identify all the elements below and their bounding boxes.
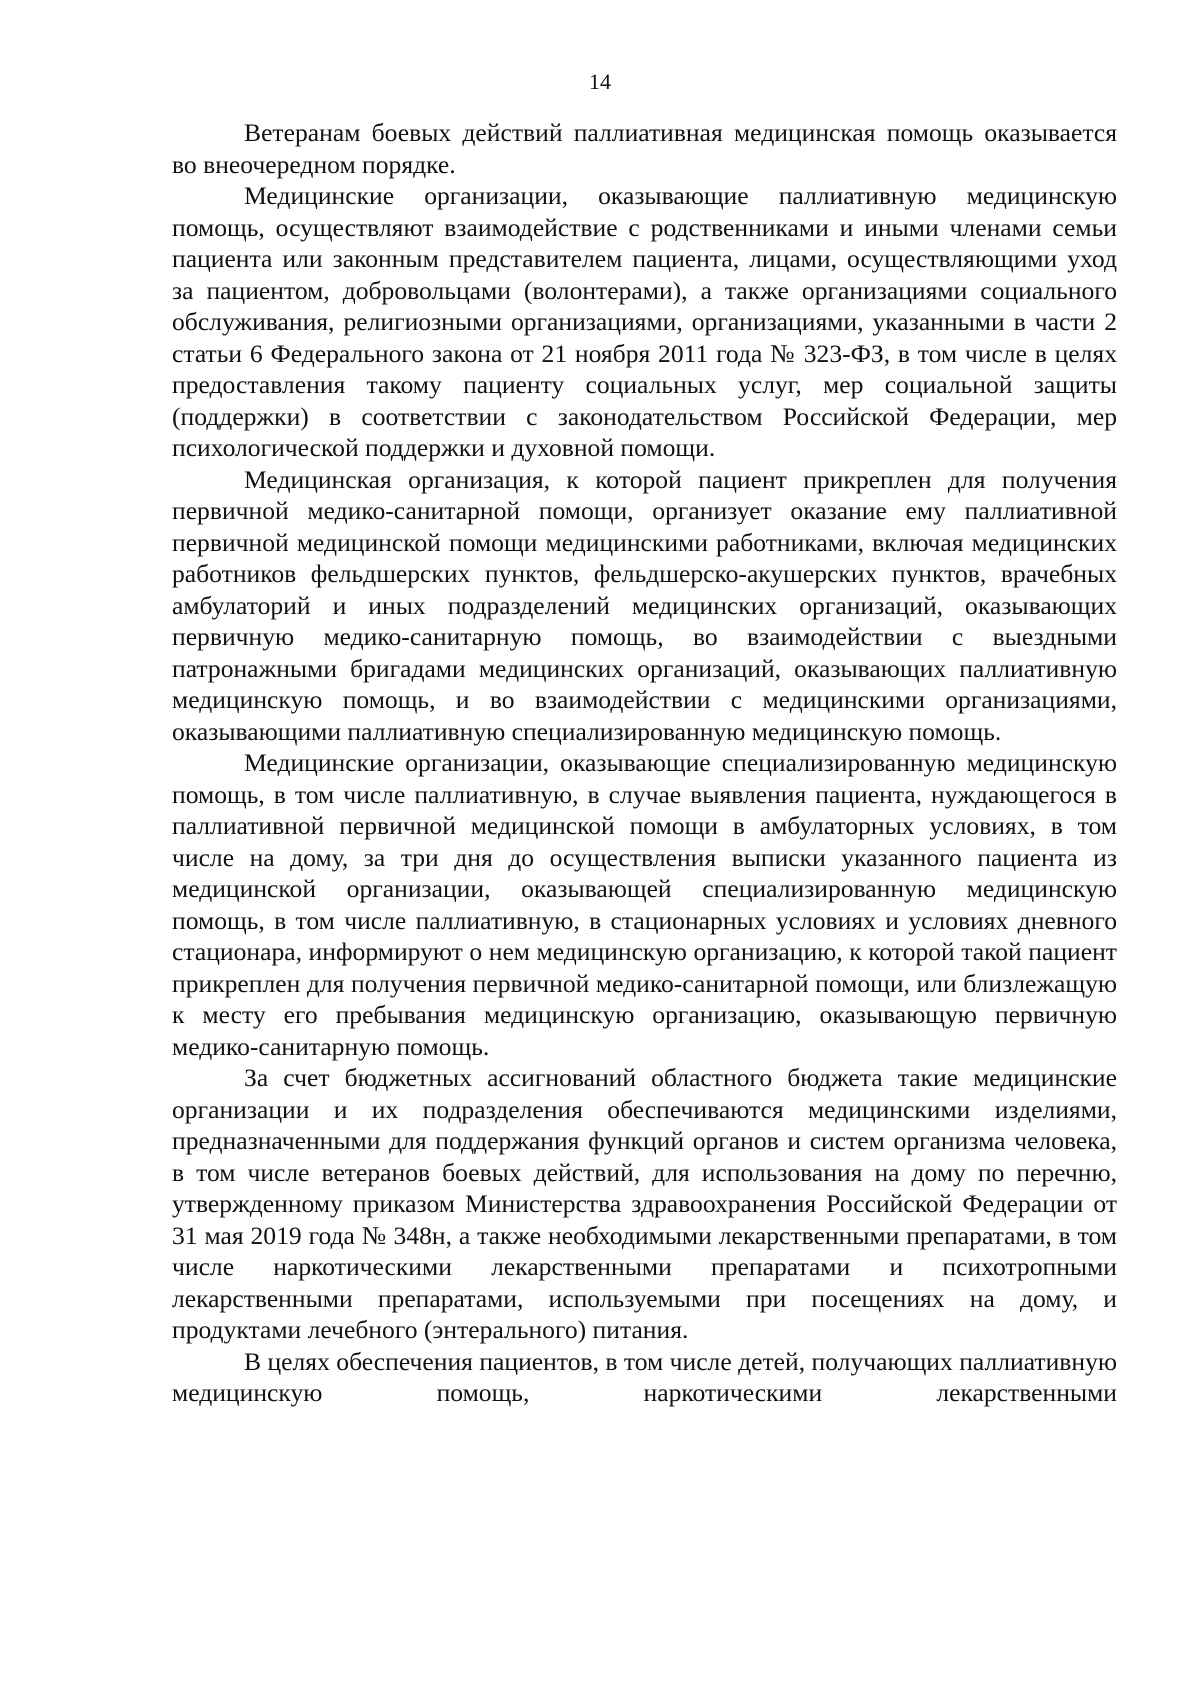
paragraph-veterans-priority: Ветеранам боевых действий паллиативная медицинская помощь оказывается во внеочередном порядке. [172, 118, 1117, 179]
paragraph-specialized-care-notification: Медицинские организации, оказывающие специализированную медицинскую помощь, в том числе паллиативную, в случае выявления пациента, нуждающегося в паллиативной первичной медицинской помощи в амбулаторных условиях, в том числе на дому, за три дня до осуществления выписки указанного пациента из медицинской организации, оказывающей специализированную медицинскую помощь, в том числе паллиативную, в стационарных условиях и условиях дневного стационара, информируют о нем медицинскую организацию, к которой такой пациент прикреплен для получения первичной медико-санитарной помощи, или близлежащую к месту его пребывания медицинскую организацию, оказывающую первичную медико-санитарную помощь. [172, 748, 1117, 1061]
paragraph-budget-funding: За счет бюджетных ассигнований областного бюджета такие медицинские организации и их подразделения обеспечиваются медицинскими изделиями, предназначенными для поддержания функций органов и систем организма человека, в том числе ветеранов боевых действий, для использования на дому по перечню, утвержденному приказом Министерства здравоохранения Российской Федерации от 31 мая 2019 года № 348н, а также необходимыми лекарственными препаратами, в том числе наркотическими лекарственными препаратами и психотропными лекарственными препаратами, используемыми при посещениях на дому, и продуктами лечебного (энтерального) питания. [172, 1063, 1117, 1344]
page-number: 14 [589, 69, 611, 94]
document-body [172, 117, 1117, 1409]
paragraph-primary-care-organization: Медицинская организация, к которой пациент прикреплен для получения первичной медико-санитарной помощи, организует оказание ему паллиативной первичной медицинской помощи медицинскими работниками, включая медицинских работников фельдшерских пунктов, фельдшерско-акушерских пунктов, врачебных амбулаторий и иных подразделений медицинских организаций, оказывающих первичную медико-санитарную помощь, во взаимодействии с выездными патронажными бригадами медицинских организаций, оказывающих паллиативную медицинскую помощь, и во взаимодействии с медицинскими организациями, оказывающими паллиативную специализированную медицинскую помощь. [172, 464, 1117, 746]
paragraph-interaction-with-relatives: Медицинские организации, оказывающие паллиативную медицинскую помощь, осуществляют взаимодействие с родственниками и иными членами семьи пациента или законным представителем пациента, лицами, осуществляющими уход за пациентом, добровольцами (волонтерами), а также организациями социального обслуживания, религиозными организациями, организациями, указанными в части 2 статьи 6 Федерального закона от 21 ноября 2011 года № 323-ФЗ, в том числе в целях предоставления такому пациенту социальных услуг, мер социальной защиты (поддержки) в соответствии с законодательством Российской Федерации, мер психологической поддержки и духовной помощи. [172, 181, 1117, 462]
paragraph-narcotic-provision: В целях обеспечения пациентов, в том числе детей, получающих паллиативную медицинскую помощь, наркотическими лекарственными [172, 1346, 1117, 1407]
